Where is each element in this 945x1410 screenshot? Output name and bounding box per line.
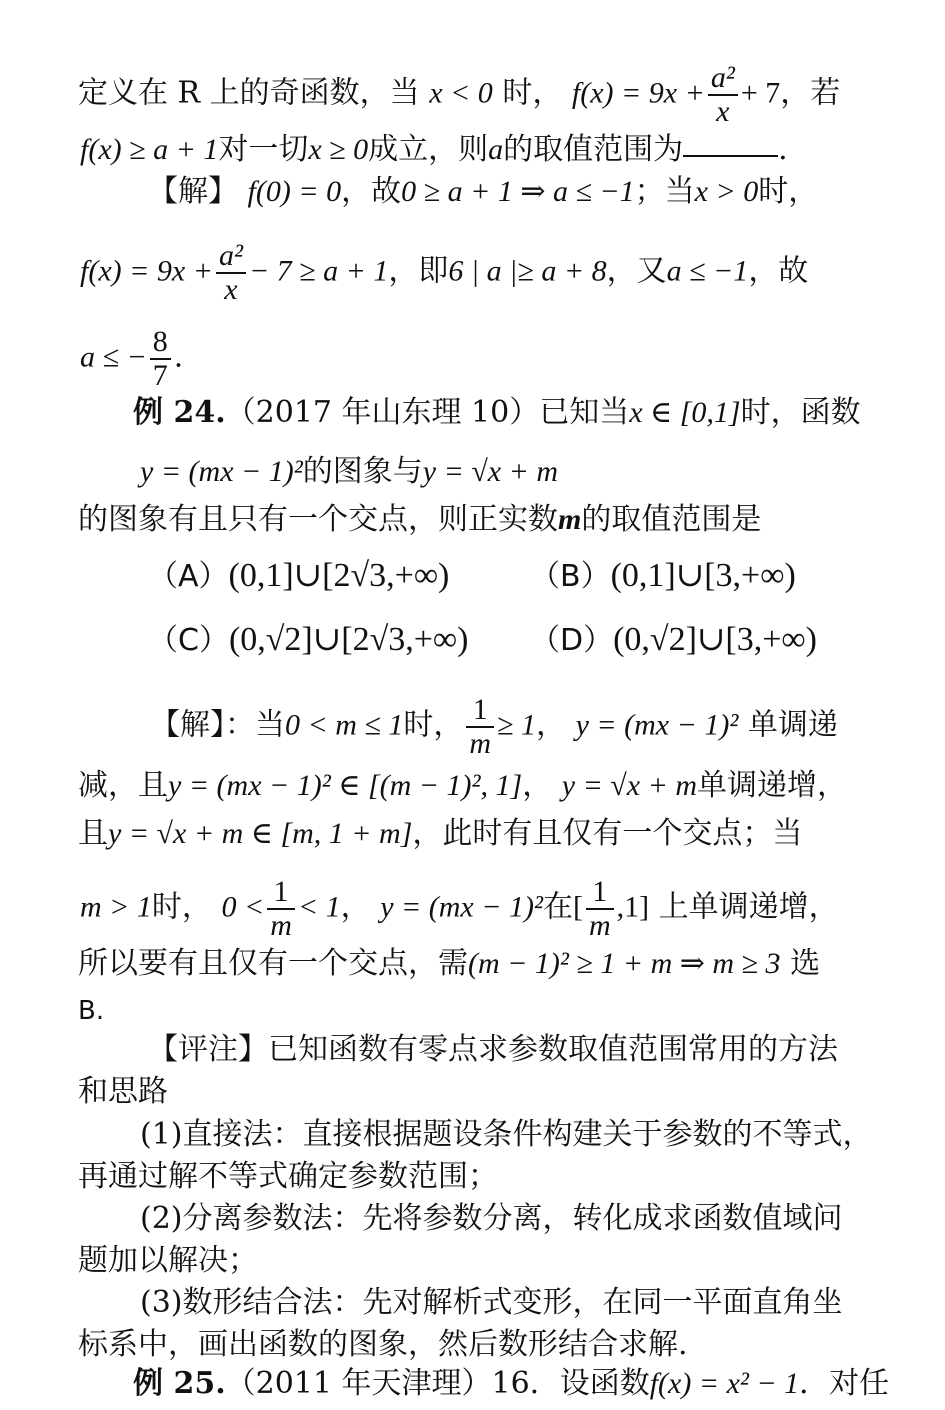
option-b: (0,1]∪[3,+∞) <box>610 557 796 594</box>
solution-24-line-1: 【解】：当0 < m ≤ 1时， $\frac{1}{m}$ ≥ 1， y = (mx − 1)² 单调递 <box>150 693 838 760</box>
option-c: (0,√2]∪[2√3,+∞) <box>228 621 469 658</box>
solution-24-line-3: 且y = √x + m ∈ [m, 1 + m]，此时有且仅有一个交点；当 <box>78 816 803 851</box>
option-b-label: （B） <box>530 559 611 594</box>
option-row-cd <box>0 620 945 661</box>
example-number: 例 24. <box>133 395 226 430</box>
solution-24-answer: B. <box>78 996 105 1026</box>
note-heading: 【评注】已知函数有零点求参数取值范围常用的方法 <box>148 1032 838 1067</box>
method-2-line-1: (2)分离参数法：先将参数分离，转化成求函数值域问 <box>140 1201 843 1236</box>
problem-statement-line-2: f(x) ≥ a + 1对一切x ≥ 0成立，则a的取值范围为 . <box>80 132 788 167</box>
solution-24-line-4: m > 1时， 0 < $\frac{1}{m}$ < 1， y = (mx − 1)²在[ $\frac{1}{m}$ ,1] 上单调递增， <box>80 875 839 942</box>
solution-conclusion: a ≤ − $\frac{8}{7}$ . <box>80 325 184 392</box>
solution-24-line-2: 减，且y = (mx − 1)² ∈ [(m − 1)², 1]， y = √x + m单调递增， <box>78 768 847 803</box>
option-row-ab <box>0 556 945 597</box>
example-24-line-2: y = (mx − 1)²的图象与y = √x + m <box>140 454 559 489</box>
solution-line-1: 【解】 f(0) = 0，故0 ≥ a + 1 ⇒ a ≤ −1；当x > 0时， <box>148 174 819 209</box>
example-24-heading: 例 24.（2017 年山东理 10）已知当x ∈ [0,1]时，函数 <box>133 395 861 430</box>
solution-line-2: f(x) = 9x + $\frac{\text{a²}}{x}$ − 7 ≥ a + 1，即6 | a |≥ a + 8，又a ≤ −1，故 <box>80 239 809 306</box>
note-line-2: 和思路 <box>78 1074 168 1109</box>
option-c-label: （C） <box>148 623 229 658</box>
example-25-heading: 例 25.（2011 年天津理）16．设函数f(x) = x² − 1．对任 <box>133 1366 890 1401</box>
problem-statement-line-1: 定义在 R 上的奇函数，当 x < 0 时， f(x) = 9x + $\frac{\text{a²}}{x}$ + 7，若 <box>78 61 841 128</box>
method-2-line-2: 题加以解决； <box>78 1243 258 1278</box>
answer-blank <box>683 154 778 157</box>
example-24-line-3: 的图象有且只有一个交点，则正实数m的取值范围是 <box>78 502 762 537</box>
option-a-label: （A） <box>148 559 229 594</box>
method-3-line-2: 标系中，画出函数的图象，然后数形结合求解. <box>78 1327 688 1362</box>
example-number: 例 25. <box>133 1366 226 1401</box>
option-a: (0,1]∪[2√3,+∞) <box>228 557 450 594</box>
method-1-line-1: (1)直接法：直接根据题设条件构建关于参数的不等式， <box>140 1117 873 1152</box>
solution-24-line-5: 所以要有且仅有一个交点，需(m − 1)² ≥ 1 + m ⇒ m ≥ 3 选 <box>78 946 821 981</box>
method-1-line-2: 再通过解不等式确定参数范围； <box>78 1159 498 1194</box>
method-3-line-1: (3)数形结合法：先对解析式变形，在同一平面直角坐 <box>140 1285 843 1320</box>
option-d: (0,√2]∪[3,+∞) <box>613 621 817 658</box>
option-d-label: （D） <box>530 623 614 658</box>
